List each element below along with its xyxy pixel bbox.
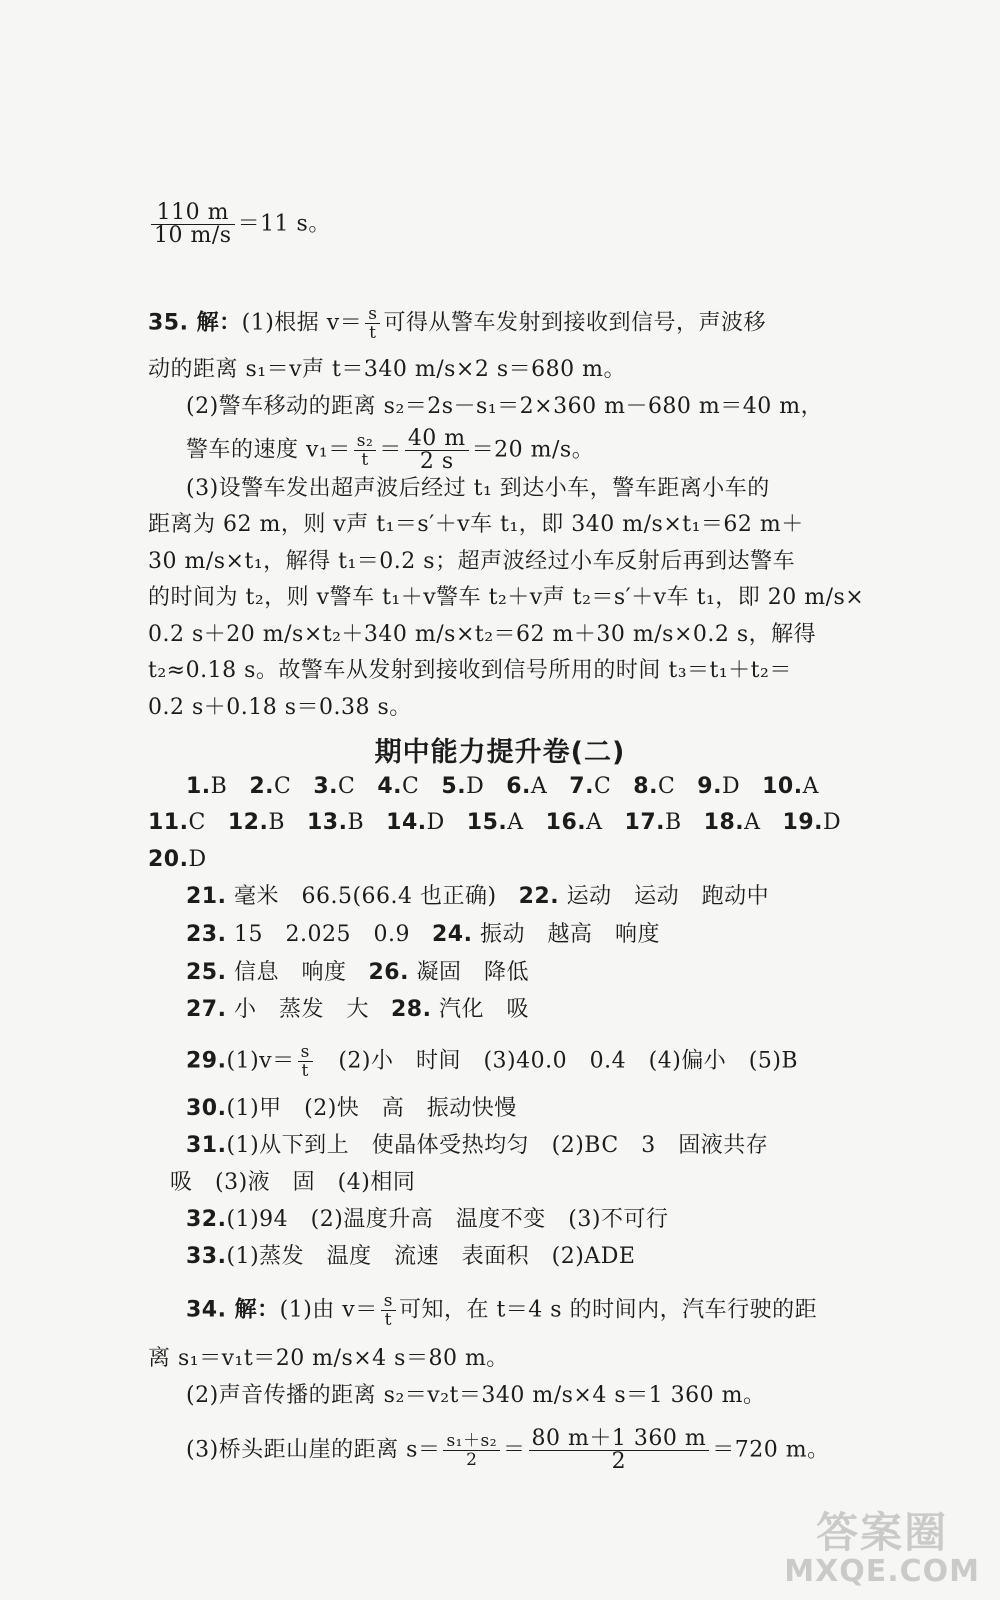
answer-31: 31.(1)从下到上 使晶体受热均匀 (2)BC 3 固液共存 <box>186 1133 769 1158</box>
choice-answer <box>546 808 603 838</box>
q35-line-7: 30 m/s×t₁，解得 t₁＝0.2 s；超声波经过小车反射后再到达警车 <box>148 549 796 574</box>
fraction: $\frac{\text{s₁＋s₂}}{2}$ <box>443 1432 500 1469</box>
question-number: 13. <box>306 810 348 835</box>
mc-row-2 <box>148 808 863 838</box>
question-number: 10. <box>762 774 803 799</box>
choice-answer <box>441 772 484 802</box>
q35-line-6: 距离为 62 m，则 v声 t₁＝s′＋v车 t₁，即 340 m/s×t₁＝62 m＋ <box>148 512 804 537</box>
question-number: 8. <box>633 774 658 799</box>
question-number: 3. <box>313 774 339 799</box>
fraction: $\frac{80 m+1 360 m}{2}$ <box>529 1428 710 1473</box>
mc-row-1 <box>186 772 841 802</box>
answer-27-28: 27. 小 蒸发 大 28. 汽化 吸 <box>186 997 529 1022</box>
choice-letter: A <box>744 810 761 835</box>
mc-row-3 <box>148 845 229 875</box>
fraction: $\frac{s}{t}$ <box>365 305 380 342</box>
question-number: 5. <box>441 774 467 799</box>
choice-letter: C <box>274 774 292 799</box>
choice-letter: B <box>268 810 285 835</box>
section-title: 期中能力提升卷(二) <box>374 737 626 768</box>
watermark-logo: 答案圈 MXQE.COM <box>784 1508 980 1589</box>
choice-letter: B <box>347 810 365 835</box>
choice-letter: D <box>188 847 207 872</box>
answer-25-26: 25. 信息 响度 26. 凝固 降低 <box>186 960 529 985</box>
question-number: 20. <box>148 847 189 872</box>
choice-letter: D <box>426 810 445 835</box>
fraction: $\frac{110 m}{10 m/s}$ <box>151 202 235 247</box>
q35-line-3: (2)警车移动的距离 s₂＝2s－s₁＝2×360 m－680 m＝40 m， <box>186 394 824 419</box>
choice-answer <box>467 808 524 838</box>
choice-letter: C <box>657 774 676 799</box>
choice-letter: B <box>210 774 228 799</box>
prev-answer-tail: $\frac{110 m}{10 m/s}$ ＝11 s。 <box>148 202 331 247</box>
q35-line-4: 警车的速度 v₁＝ $\frac{\text{s₂}}{t}$ ＝ $\frac{40 m}{2 s}$ ＝20 m/s。 <box>186 426 595 474</box>
choice-letter: C <box>188 810 206 835</box>
q35-line-8: 的时间为 t₂，则 v警车 t₁＋v警车 t₂＋v声 t₂＝s′＋v车 t₁，即 20 m/s× <box>148 585 865 610</box>
answer-32: 32.(1)94 (2)温度升高 温度不变 (3)不可行 <box>186 1207 669 1232</box>
choice-answer <box>633 772 675 802</box>
q35-line-11: 0.2 s＋0.18 s＝0.38 s。 <box>148 695 412 720</box>
choice-answer <box>307 808 364 838</box>
choice-letter: B <box>665 810 682 835</box>
question-number: 19. <box>782 810 824 835</box>
answer-30: 30.(1)甲 (2)快 高 振动快慢 <box>186 1096 517 1121</box>
question-number: 1. <box>186 774 211 799</box>
choice-answer <box>148 845 207 875</box>
q35-line-10: t₂≈0.18 s。故警车从发射到接收到信号所用的时间 t₃＝t₁＋t₂＝ <box>148 658 792 683</box>
choice-letter: D <box>466 774 485 799</box>
question-number: 9. <box>697 774 722 799</box>
choice-answer <box>148 808 206 838</box>
choice-letter: A <box>507 810 524 835</box>
choice-answer <box>697 772 740 802</box>
choice-answer <box>386 808 445 838</box>
question-number: 15. <box>466 810 508 835</box>
choice-answer <box>762 772 819 802</box>
choice-answer <box>186 772 227 802</box>
question-number: 11. <box>148 810 189 835</box>
choice-answer <box>228 808 285 838</box>
answer-29: 29.(1)v＝ $\frac{s}{t}$ (2)小 时间 (3)40.0 0.4 (4)偏小 (5)B <box>186 1042 799 1081</box>
choice-letter: D <box>721 774 741 799</box>
q34-label: 34. 解： <box>186 1297 280 1323</box>
q34-line-1: 34. 解：(1)由 v＝ $\frac{s}{t}$ 可知，在 t＝4 s 的时间内，汽车行驶的距 <box>186 1291 818 1330</box>
question-number: 6. <box>506 774 531 799</box>
answer-33: 33.(1)蒸发 温度 流速 表面积 (2)ADE <box>186 1244 636 1269</box>
answer-23-24: 23. 15 2.025 0.9 24. 振动 越高 响度 <box>186 922 660 947</box>
choice-answer <box>313 772 355 802</box>
answer-31-cont: 吸 (3)液 固 (4)相同 <box>170 1170 416 1195</box>
choice-letter: A <box>802 774 819 799</box>
question-number: 18. <box>703 810 745 835</box>
choice-letter: C <box>402 774 420 799</box>
choice-letter: A <box>530 774 548 799</box>
question-number: 16. <box>545 810 587 835</box>
choice-answer <box>625 808 682 838</box>
q34-line-2: 离 s₁＝v₁t＝20 m/s×4 s＝80 m。 <box>148 1346 509 1371</box>
q35-label: 35. 解： <box>148 310 242 336</box>
q34-line-4: (3)桥头距山崖的距离 s＝ $\frac{\text{s₁＋s₂}}{2}$ ＝ $\frac{80 m+1 360 m}{2}$ ＝720 m。 <box>186 1426 830 1474</box>
question-number: 4. <box>377 774 403 799</box>
question-number: 14. <box>386 810 427 835</box>
choice-answer <box>249 772 291 802</box>
fraction: $\frac{s}{t}$ <box>298 1043 313 1080</box>
q35-line-2: 动的距离 s₁＝v声 t＝340 m/s×2 s＝680 m。 <box>148 357 626 382</box>
choice-letter: C <box>338 774 356 799</box>
answer-21-22: 21. 毫米 66.5(66.4 也正确) 22. 运动 运动 跑动中 <box>186 884 770 909</box>
choice-answer <box>377 772 419 802</box>
choice-letter: A <box>586 810 603 835</box>
q35-line-9: 0.2 s＋20 m/s×t₂＋340 m/s×t₂＝62 m＋30 m/s×0.2 s，解得 <box>148 622 817 647</box>
q35-line-5: (3)设警车发出超声波后经过 t₁ 到达小车，警车距离小车的 <box>186 476 770 501</box>
choice-answer <box>783 808 842 838</box>
q35-line-1: 35. 解：(1)根据 v＝ $\frac{s}{t}$ 可得从警车发射到接收到信号，声波移 <box>148 304 766 343</box>
question-number: 17. <box>624 810 665 835</box>
question-number: 7. <box>569 774 594 799</box>
choice-letter: D <box>823 810 842 835</box>
fraction: $\frac{40 m}{2 s}$ <box>405 428 469 473</box>
choice-answer <box>704 808 761 838</box>
fraction: $\frac{s}{t}$ <box>381 1292 396 1329</box>
question-number: 2. <box>249 774 275 799</box>
choice-answer <box>569 772 611 802</box>
choice-answer <box>506 772 547 802</box>
fraction: $\frac{\text{s₂}}{t}$ <box>354 432 377 469</box>
question-number: 12. <box>227 810 269 835</box>
choice-letter: C <box>593 774 612 799</box>
q34-line-3: (2)声音传播的距离 s₂＝v₂t＝340 m/s×4 s＝1 360 m。 <box>186 1383 766 1408</box>
